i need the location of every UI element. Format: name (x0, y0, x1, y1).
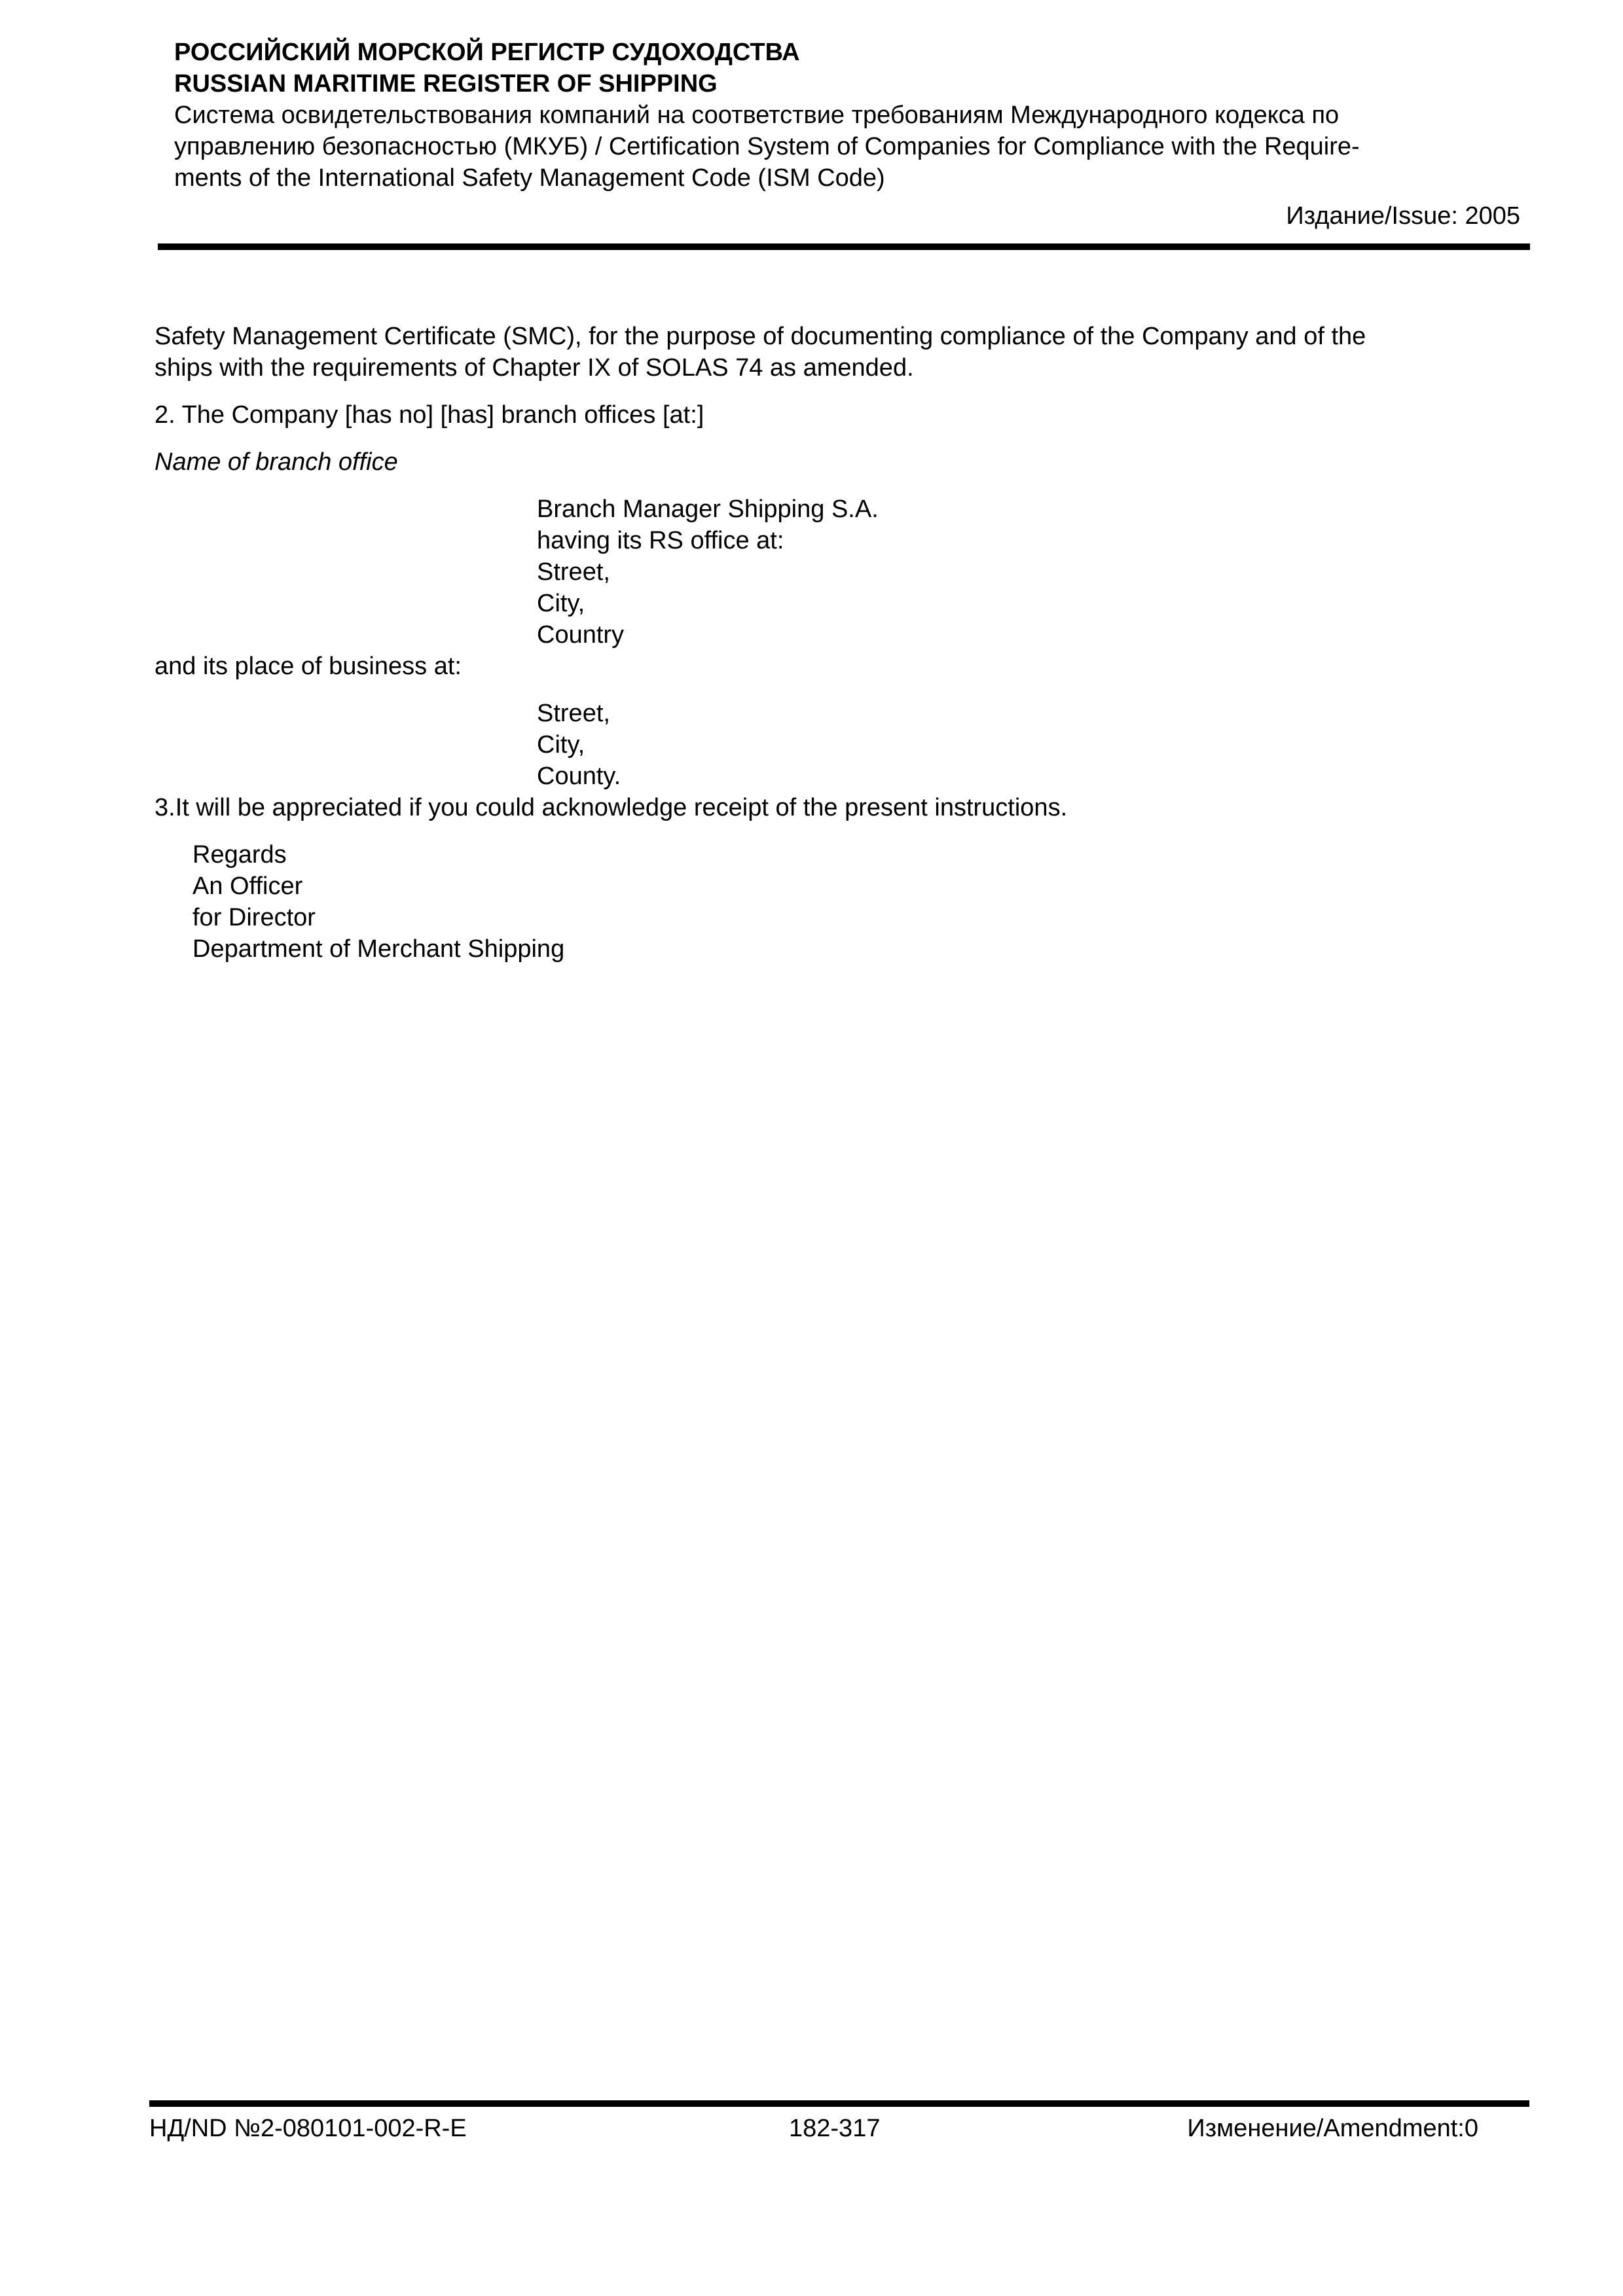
register-title-en: RUSSIAN MARITIME REGISTER OF SHIPPING (174, 70, 718, 98)
branch-office-line: Branch Manager Shipping S.A. (537, 495, 879, 523)
branch-office-label: Name of branch office (155, 448, 398, 476)
place-address-line: County. (537, 762, 621, 790)
place-address-line: City, (537, 731, 585, 759)
smc-line-2: ships with the requirements of Chapter IX of SOLAS 74 as amended. (155, 354, 914, 382)
issue-label: Издание/Issue: 2005 (1286, 202, 1520, 230)
item-3-acknowledge: 3.It will be appreciated if you could acknowledge receipt of the present instructions. (155, 794, 1068, 821)
branch-office-line: City, (537, 590, 585, 617)
branch-office-line: Country (537, 621, 625, 649)
branch-office-address (537, 493, 1503, 651)
signature-line: An Officer (192, 872, 303, 900)
branch-office-line: Street, (537, 558, 610, 586)
signature-line: Regards (192, 841, 287, 869)
signature-line: for Director (192, 904, 316, 931)
branch-office-line: having its RS office at: (537, 527, 784, 554)
signature-line: Department of Merchant Shipping (192, 935, 565, 963)
system-subtitle-line-2: управлению безопасностью (МКУБ) / Certification System of Companies for Compliance with the Require- (174, 133, 1360, 160)
system-subtitle-line-3: ments of the International Safety Management Code (ISM Code) (174, 164, 885, 192)
item-2-branch-offices: 2. The Company [has no] [has] branch offices [at:] (155, 401, 704, 429)
page-number: 182-317 (789, 2115, 881, 2142)
signature-block (192, 839, 1503, 965)
register-title-ru: РОССИЙСКИЙ МОРСКОЙ РЕГИСТР СУДОХОДСТВА (174, 39, 800, 66)
system-subtitle-line-1: Система освидетельствования компаний на соответствие требованиям Международного кодекса по (174, 101, 1340, 129)
smc-paragraph (155, 321, 1503, 384)
document-body (155, 321, 1503, 965)
document-header (174, 37, 1520, 232)
document-number: НД/ND №2-080101-002-R-E (149, 2115, 467, 2142)
smc-line-1: Safety Management Certificate (SMC), for the purpose of documenting compliance of the Company and of the (155, 323, 1366, 350)
amendment-label: Изменение/Amendment:0 (1187, 2115, 1478, 2142)
place-address-line: Street, (537, 700, 610, 727)
document-footer (149, 2113, 1478, 2152)
place-of-business-address (537, 698, 1503, 792)
footer-divider (149, 2100, 1529, 2107)
place-of-business-label: and its place of business at: (155, 653, 462, 680)
header-divider (158, 243, 1530, 250)
